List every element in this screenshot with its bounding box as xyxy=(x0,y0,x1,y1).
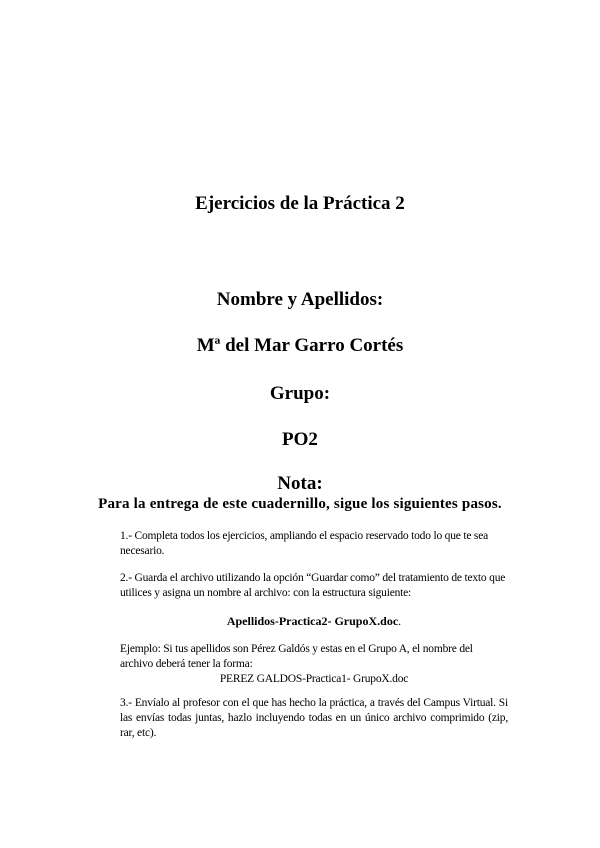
filename-pattern: Apellidos-Practica2- GrupoX.doc xyxy=(226,614,399,628)
step-2-paragraph: 2.- Guarda el archivo utilizando la opción “Guardar como” del tratamiento de texto que utilices y asigna un nombre al archivo: con la estructura siguiente: xyxy=(120,572,506,599)
student-name: Mª del Mar Garro Cortés xyxy=(196,335,404,356)
filename-period: . xyxy=(398,614,402,628)
step-1-paragraph: 1.- Completa todos los ejercicios, ampliando el espacio reservado todo lo que te sea necesario. xyxy=(120,530,489,557)
example-text: Ejemplo: Si tus apellidos son Pérez Galdós y estas en el Grupo A, el nombre del archivo deberá tener la forma: xyxy=(120,643,473,670)
note-heading: Nota: xyxy=(277,473,323,494)
group-value: PO2 xyxy=(282,429,318,450)
name-heading: Nombre y Apellidos: xyxy=(216,289,384,310)
group-heading: Grupo: xyxy=(269,383,331,404)
filename-pattern-line xyxy=(120,614,508,629)
example-filename: PEREZ GALDOS-Practica1- GrupoX.doc xyxy=(219,673,409,685)
example-paragraph xyxy=(120,642,508,687)
step-3-paragraph: 3.- Envíalo al profesor con el que has hecho la práctica, a través del Campus Virtual. Si las envías todas juntas, hazlo incluyendo todas en un único archivo comprimido (zip, rar, etc). xyxy=(120,697,508,739)
document-title: Ejercicios de la Práctica 2 xyxy=(195,193,405,214)
instructions-heading: Para la entrega de este cuadernillo, sigue los siguientes pasos. xyxy=(98,496,502,512)
